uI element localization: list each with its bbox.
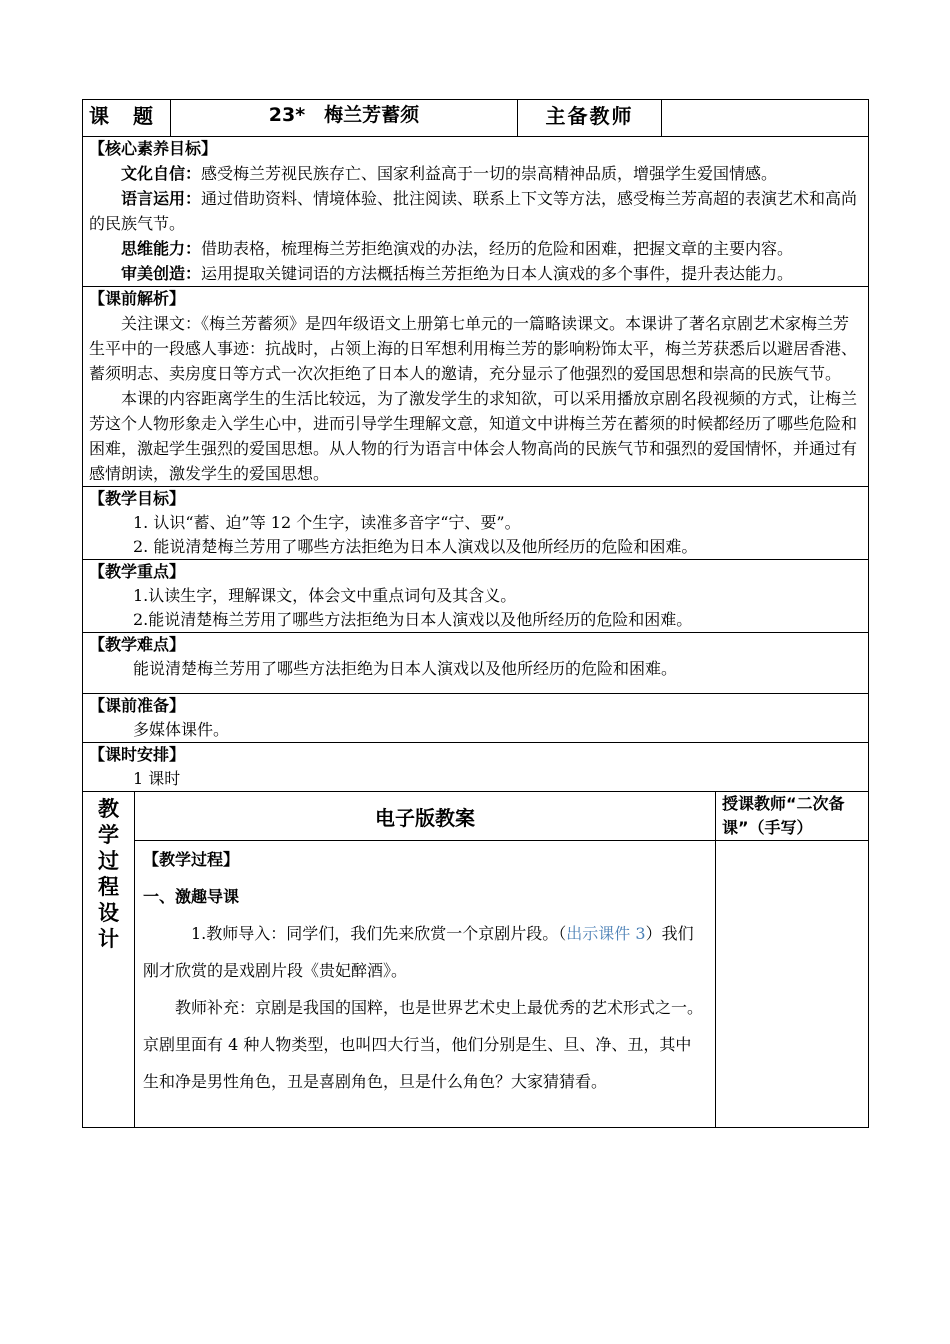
design-body-row — [83, 841, 869, 1128]
objective-item: 1. 认识“蓄、迫”等 12 个生字，读准多音字“宁、要”。 — [133, 513, 521, 532]
goal-item: 文化自信：感受梅兰芳视民族存亡、国家利益高于一切的崇高精神品质，增强学生爱国情感。 — [121, 164, 778, 183]
preparation-section — [83, 694, 869, 743]
lesson-title: 23* 梅兰芳蓄须 — [171, 100, 518, 137]
lesson-plan-table — [82, 99, 869, 1128]
objectives-heading: 【教学目标】 — [89, 489, 186, 508]
teacher-label: 主备教师 — [518, 100, 662, 137]
difficulties-heading: 【教学难点】 — [89, 635, 186, 654]
key-points-section — [83, 560, 869, 633]
analysis-paragraph: 本课的内容距离学生的生活比较远，为了激发学生的求知欲，可以采用播放京剧名段视频的方式，让梅兰芳这个人物形象走入学生心中，进而引导学生理解文意，知道文中讲梅兰芳在蓄须的时候都经历了哪些危险和困难，激起学生强烈的爱国思想。从人物的行为语言中体会人物高尚的民族气节和强烈的爱国情怀，并通过有感情朗读，激发学生的爱国思想。 — [89, 389, 858, 483]
show-courseware-link[interactable]: 出示课件 3 — [566, 924, 646, 943]
goal-item: 审美创造：运用提取关键词语的方法概括梅兰芳拒绝为日本人演戏的多个事件，提升表达能力。 — [121, 264, 794, 283]
schedule-section — [83, 743, 869, 792]
key-point-item: 1.认读生字，理解课文，体会文中重点词句及其含义。 — [133, 586, 517, 605]
core-goals-heading: 【核心素养目标】 — [89, 139, 218, 158]
key-points-heading: 【教学重点】 — [89, 562, 186, 581]
goal-item: 语言运用：通过借助资料、情境体验、批注阅读、联系上下文等方法，感受梅兰芳高超的表演艺术和高尚的民族气节。 — [89, 189, 858, 233]
preparation-heading: 【课前准备】 — [89, 696, 186, 715]
core-goals-section — [83, 137, 869, 287]
key-point-item: 2.能说清楚梅兰芳用了哪些方法拒绝为日本人演戏以及他所经历的危险和困难。 — [133, 610, 693, 629]
preparation-text: 多媒体课件。 — [133, 720, 230, 739]
handwritten-notes-cell[interactable] — [716, 841, 869, 1128]
objective-item: 2. 能说清楚梅兰芳用了哪些方法拒绝为日本人演戏以及他所经历的危险和困难。 — [133, 537, 698, 556]
electronic-plan-heading: 电子版教案 — [135, 792, 716, 841]
step1-heading: 一、激趣导课 — [143, 887, 240, 906]
topic-label: 课 题 — [83, 100, 171, 137]
teacher-value[interactable] — [662, 100, 869, 137]
step1-paragraph-2: 教师补充：京剧是我国的国粹，也是世界艺术史上最优秀的艺术形式之一。京剧里面有 4 种人物类型，也叫四大行当，他们分别是生、旦、净、丑，其中生和净是男性角色，丑是喜剧角色，旦是什么角色？大家猜猜看。 — [143, 998, 704, 1091]
analysis-paragraph: 关注课文：《梅兰芳蓄须》是四年级语文上册第七单元的一篇略读课文。本课讲了著名京剧艺术家梅兰芳生平中的一段感人事迹：抗战时，占领上海的日军想利用梅兰芳的影响粉饰太平，梅兰芳获悉后以避居香港、蓄须明志、卖房度日等方式一次次拒绝了日本人的邀请，充分显示了他强烈的爱国思想和崇高的民族气节。 — [89, 314, 858, 383]
schedule-heading: 【课时安排】 — [89, 745, 186, 764]
design-header-row — [83, 792, 869, 841]
difficulties-section — [83, 633, 869, 694]
design-side-label: 教学过程设计 — [83, 792, 135, 1128]
second-prep-heading: 授课教师“二次备课”（手写） — [716, 792, 869, 841]
goal-item: 思维能力：借助表格，梳理梅兰芳拒绝演戏的办法，经历的危险和困难，把握文章的主要内容。 — [121, 239, 794, 258]
analysis-section — [83, 287, 869, 487]
analysis-heading: 【课前解析】 — [89, 289, 186, 308]
process-heading: 【教学过程】 — [143, 850, 240, 869]
lesson-plan-page — [82, 99, 868, 1128]
difficulty-text: 能说清楚梅兰芳用了哪些方法拒绝为日本人演戏以及他所经历的危险和困难。 — [133, 659, 678, 678]
process-cell — [135, 841, 716, 1128]
header-row — [83, 100, 869, 137]
objectives-section — [83, 487, 869, 560]
step1-paragraph-1: 1.教师导入：同学们，我们先来欣赏一个京剧片段。（出示课件 3）我们刚才欣赏的是戏剧片段《贵妃醉酒》。 — [143, 924, 694, 980]
schedule-text: 1 课时 — [133, 769, 181, 788]
